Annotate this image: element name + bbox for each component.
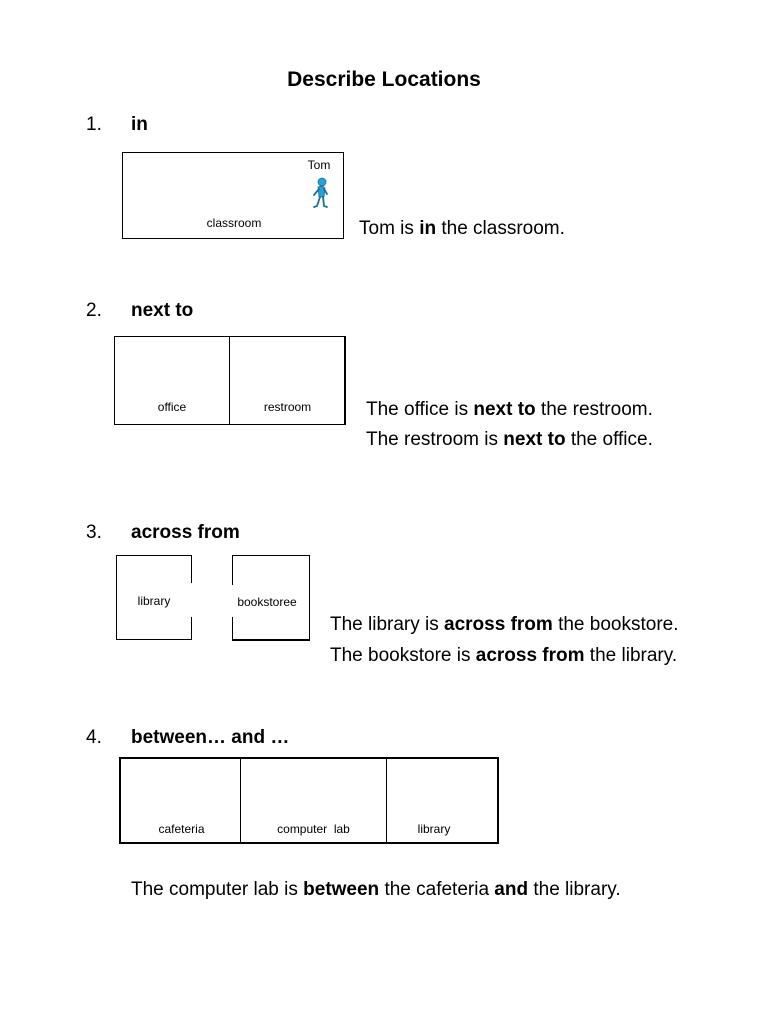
room-label-restroom: restroom [263,400,312,414]
sentence-in: Tom is in the classroom. [359,218,565,239]
section-4-heading: between… and … [131,727,290,748]
cafeteria-lab-library-box [119,757,499,844]
person-label-tom: Tom [307,158,331,172]
room-label-computer-lab: computer lab [277,822,350,836]
section-4-number: 4. [86,727,102,748]
room-label-classroom: classroom [206,216,262,230]
section-2-number: 2. [86,300,102,321]
section-1-number: 1. [86,114,102,135]
bookstore-box [232,555,310,641]
sentence-across-from-1: The library is across from the bookstore. [330,614,679,635]
room-label-library-2: library [417,822,451,836]
sentence-next-to-1: The office is next to the restroom. [366,399,653,420]
room-label-library: library [137,594,171,608]
section-3-number: 3. [86,522,102,543]
page-title: Describe Locations [287,68,481,91]
library-box [116,555,192,640]
office-restroom-box [114,336,346,425]
section-2-heading: next to [131,300,194,321]
room-label-bookstore: bookstoree [237,595,297,609]
room-label-cafeteria: cafeteria [158,822,205,836]
sentence-across-from-2: The bookstore is across from the library. [330,645,678,666]
sentence-next-to-2: The restroom is next to the office. [366,429,653,450]
person-figure-icon [311,177,329,209]
sentence-between: The computer lab is between the cafeteria and the library. [131,879,621,900]
classroom-box [122,152,344,239]
room-label-office: office [157,400,187,414]
section-1-heading: in [131,114,148,135]
section-3-heading: across from [131,522,240,543]
